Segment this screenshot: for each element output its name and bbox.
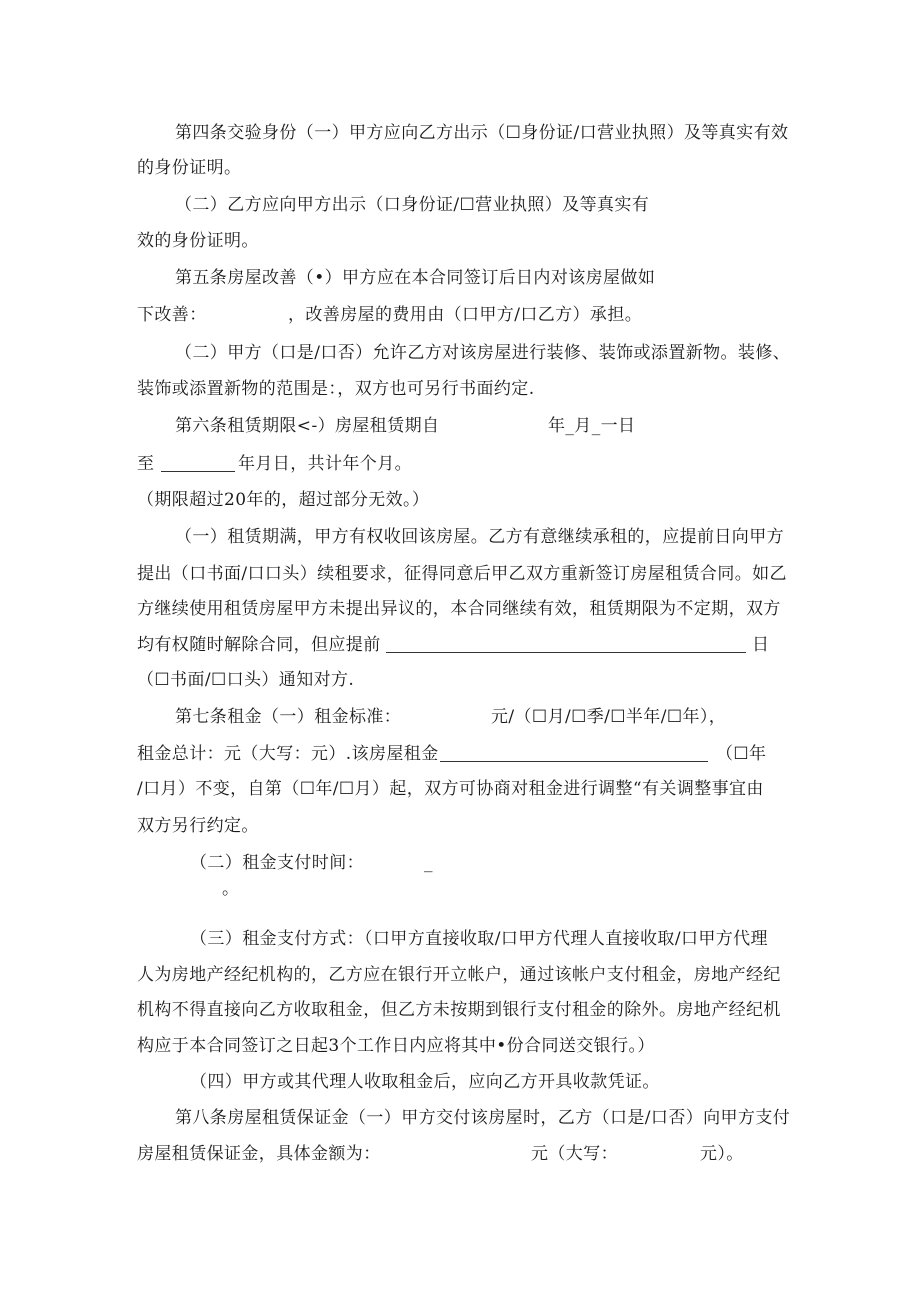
article-6-clause-1-line-5: （☐书面/☐口头）通知对方. [137,670,355,690]
article-7-line-1-end: 元/（☐月/☐季/☐半年/☐年）， [491,707,727,727]
article-5-clause-2-line-2: 装饰或添置新物的范围是：，双方也可另行书面约定. [137,379,535,399]
article-6-note: （期限超过20年的，超过部分无效。） [137,490,430,510]
article-6-date-fields: 年_月_一日 [548,416,636,436]
article-7-clause-3-line-2: 人为房地产经纪机构的，乙方应在银行开立帐户，通过该帐户支付租金，房地产经纪 [137,965,781,985]
blank-underline [440,745,708,762]
article-7-clause-4: （四）甲方或其代理人收取租金后，应向乙方开具收款凭证。 [190,1072,660,1092]
article-7-clause-2-period: 。 [222,879,240,899]
article-7-line-1-start: 第七条租金（一）租金标准： [175,707,402,727]
article-7-clause-3-line-1: （三）租金支付方式：（口甲方直接收取/口甲方代理人直接收取/口甲方代理 [190,929,768,949]
article-8-line-2-start: 房屋租赁保证金，具体金额为： [137,1144,381,1164]
article-8-line-2-mid: 元（大写： [531,1144,618,1164]
article-7-clause-3-line-3: 机构不得直接向乙方收取租金，但乙方未按期到银行支付租金的除外。房地产经纪机 [137,1000,781,1020]
article-8-line-1: 第八条房屋租赁保证金（一）甲方交付该房屋时，乙方（口是/口否）向甲方支付 [175,1108,791,1128]
article-6-clause-1-line-4: 均有权随时解除合同，但应提前 [137,635,381,655]
article-7-line-4: 双方另行约定。 [137,816,259,836]
article-8-line-2-end: 元）。 [700,1144,744,1164]
article-7-line-3: /口月）不变，自第（☐年/☐月）起，双方可协商对租金进行调整“有关调整事宜由 [137,779,764,799]
article-6-clause-1-line-2: 提出（口书面/口口头）续租要求，征得同意后甲乙双方重新签订房屋租赁合同。如乙 [137,564,787,584]
article-7-line-2-end: （☐年 [716,744,767,764]
article-6-clause-1-day: 日 [752,635,770,655]
article-7-clause-2-blank: _ [424,853,433,873]
article-4-line-1: 第四条交验身份（一）甲方应向乙方出示（☐身份证/口营业执照）及等真实有效 [175,123,789,143]
article-5-line-2-start: 下改善： [137,305,207,325]
article-5-line-2-end: ，改善房屋的费用由（口甲方/口乙方）承担。 [288,305,643,325]
article-5-line-1: 第五条房屋改善（•）甲方应在本合同签订后日内对该房屋做如 [175,268,656,288]
article-4-clause-2-line-2: 效的身份证明。 [137,231,259,251]
article-7-clause-2-label: （二）租金支付时间： [190,853,364,873]
article-5-clause-2-line-1: （二）甲方（口是/口否）允许乙方对该房屋进行装修、装饰或添置新物。装修、 [175,343,791,363]
article-6-line-2: 年月日，共计年个月。 [238,454,412,474]
blank-underline [386,636,746,653]
article-6-to-label: 至 [137,454,155,474]
article-6-line-1: 第六条租赁期限<-）房屋租赁期自 [175,416,440,436]
blank-underline [161,455,235,472]
article-7-clause-3-line-4: 构应于本合同签订之日起3个工作日内应将其中•份合同送交银行。） [137,1036,655,1056]
article-4-line-2: 的身份证明。 [137,158,242,178]
article-6-clause-1-line-1: （一）租赁期满，甲方有权收回该房屋。乙方有意继续承租的，应提前日向甲方 [175,527,784,547]
article-7-line-2-start: 租金总计：元（大写：元）.该房屋租金 [137,744,439,764]
article-4-clause-2-line-1: （二）乙方应向甲方出示（口身份证/☐营业执照）及等真实有 [175,195,650,215]
article-6-clause-1-line-3: 方继续使用租赁房屋甲方未提出异议的，本合同继续有效，租赁期限为不定期，双方 [137,599,781,619]
